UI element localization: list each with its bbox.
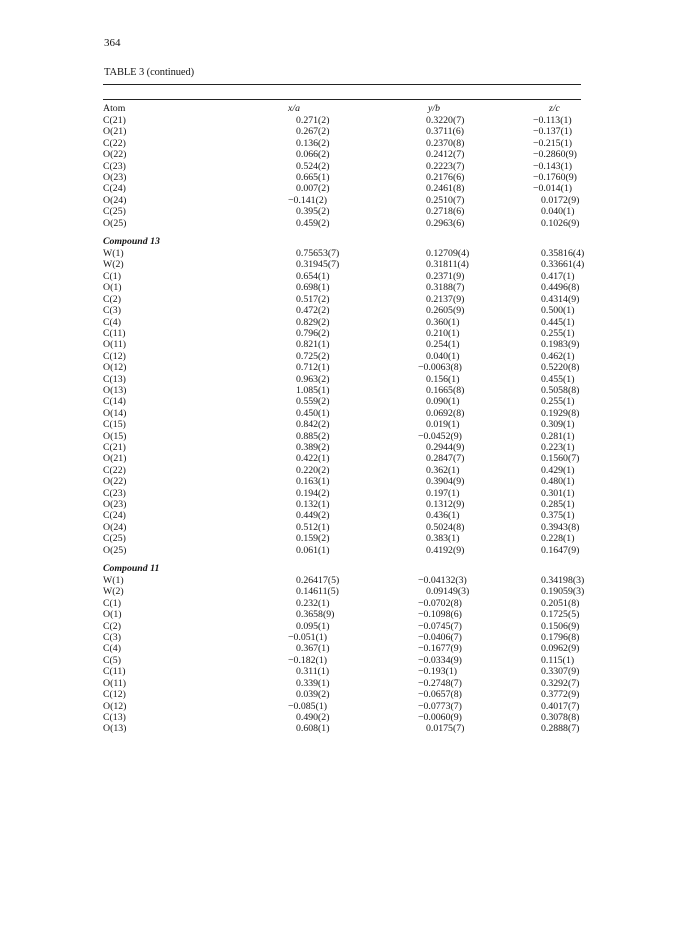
x-cell: 0.194(2) [296,487,330,499]
atom-cell: W(1) [103,248,124,260]
x-cell: 0.039(2) [296,689,330,701]
table-row [103,442,581,453]
y-cell: 0.1312(9) [426,499,465,510]
table-row [103,351,581,362]
x-cell: 0.829(2) [296,316,330,328]
z-cell: 0.2051(8) [541,597,580,609]
x-cell: 0.311(1) [296,666,330,678]
z-cell: 0.223(1) [541,441,575,453]
table-row [103,294,581,305]
atom-cell: C(25) [103,206,126,218]
z-cell: 0.480(1) [541,476,575,488]
y-cell: 0.2412(7) [426,149,465,161]
z-cell: 0.4496(8) [541,282,580,294]
y-cell: 0.3188(7) [426,282,465,294]
z-cell: 0.35816(4) [541,248,585,260]
table-body [103,115,585,735]
table-row [103,271,581,282]
atom-cell: C(1) [103,270,121,282]
z-cell: 0.255(1) [541,396,575,408]
y-cell: 0.09149(3) [426,586,470,598]
atom-cell: C(2) [103,620,121,632]
atom-cell: C(24) [103,183,126,195]
table-row [103,465,581,476]
y-cell: 0.5024(8) [426,521,465,533]
z-cell: 0.375(1) [541,510,575,522]
x-cell: 0.885(2) [296,430,330,442]
z-cell: 0.0172(9) [541,194,580,206]
atom-cell: O(24) [103,194,127,206]
y-cell: 0.3220(7) [426,115,465,126]
atom-cell: W(2) [103,586,124,598]
y-cell: 0.2944(9) [426,441,465,453]
table-row [103,419,581,430]
y-cell: 0.2137(9) [426,293,465,305]
z-cell: 0.3943(8) [541,521,580,533]
z-cell: 0.455(1) [541,373,575,385]
section-heading-row [103,560,581,575]
x-cell: 0.066(2) [296,149,330,161]
y-cell: −0.0452(9) [418,430,462,442]
table-row [103,545,581,556]
atom-cell: O(11) [103,677,127,689]
atom-cell: O(11) [103,339,127,351]
atom-cell: W(1) [103,575,124,587]
atom-cell: C(13) [103,711,126,723]
atom-cell: O(24) [103,521,127,533]
y-cell: 0.254(1) [426,339,460,351]
z-cell: −0.113(1) [533,115,572,126]
y-cell: −0.04132(3) [418,575,467,587]
x-cell: 0.524(2) [296,160,330,172]
y-cell: 0.12709(4) [426,248,470,260]
atom-cell: O(21) [103,126,127,138]
z-cell: 0.417(1) [541,270,575,282]
z-cell: 0.2888(7) [541,723,580,735]
y-cell: 0.2847(7) [426,453,465,465]
z-cell: 0.040(1) [541,206,575,218]
table-row [103,374,581,385]
table-row [103,723,581,734]
x-cell: 0.061(1) [296,544,330,556]
y-cell: 0.360(1) [426,316,460,328]
atom-cell: O(12) [103,362,127,374]
x-cell: 0.395(2) [296,206,330,218]
atom-cell: C(21) [103,115,126,126]
y-cell: −0.1677(9) [418,643,462,655]
y-cell: 0.019(1) [426,419,460,431]
x-cell: −0.141(2) [288,194,327,206]
table-header-rule [103,99,581,100]
y-cell: 0.1665(8) [426,384,465,396]
x-cell: −0.051(1) [288,632,327,644]
atom-cell: C(13) [103,373,126,385]
z-cell: −0.1760(9) [533,172,577,184]
x-cell: 0.26417(5) [296,575,340,587]
z-cell: 0.445(1) [541,316,575,328]
y-cell: 0.4192(9) [426,544,465,556]
z-cell: 0.301(1) [541,487,575,499]
x-cell: 0.271(2) [296,115,330,126]
table-top-rule [103,84,581,85]
table-row [103,248,581,259]
atom-cell: C(3) [103,632,121,644]
table-row [103,533,581,544]
atom-cell: C(22) [103,464,126,476]
x-cell: 0.459(2) [296,217,330,229]
table-row [103,655,581,666]
z-cell: 0.5058(8) [541,384,580,396]
table-row [103,609,581,620]
z-cell: 0.429(1) [541,464,575,476]
atom-cell: C(12) [103,350,126,362]
y-cell: 0.31811(4) [426,259,469,271]
table-row [103,218,581,229]
table-row [103,598,581,609]
atom-cell: O(1) [103,609,122,621]
x-cell: 0.75653(7) [296,248,340,260]
y-cell: 0.362(1) [426,464,460,476]
y-cell: 0.2223(7) [426,160,465,172]
y-cell: −0.0702(8) [418,597,462,609]
y-cell: −0.193(1) [418,666,457,678]
page-number: 364 [104,37,121,49]
column-header: Atom [103,102,126,114]
x-cell: 1.085(1) [296,384,330,396]
atom-cell: O(12) [103,700,127,712]
table-row [103,126,581,137]
table-row [103,259,581,270]
y-cell: 0.2371(9) [426,270,465,282]
atom-cell: O(14) [103,407,127,419]
x-cell: −0.085(1) [288,700,327,712]
z-cell: 0.228(1) [541,533,575,545]
atom-cell: C(5) [103,654,121,666]
table-row [103,453,581,464]
z-cell: 0.1983(9) [541,339,580,351]
atom-cell: O(15) [103,430,127,442]
y-cell: 0.2510(7) [426,194,465,206]
z-cell: 0.3772(9) [541,689,580,701]
atom-cell: O(25) [103,544,127,556]
table-row [103,305,581,316]
z-cell: 0.3078(8) [541,711,580,723]
y-cell: 0.2461(8) [426,183,465,195]
z-cell: −0.2860(9) [533,149,577,161]
x-cell: 0.698(1) [296,282,330,294]
atom-cell: C(24) [103,510,126,522]
atom-cell: C(21) [103,441,126,453]
atom-cell: O(25) [103,217,127,229]
y-cell: −0.0657(8) [418,689,462,701]
y-cell: −0.0773(7) [418,700,462,712]
table-title: TABLE 3 (continued) [104,67,194,78]
y-cell: 0.210(1) [426,327,460,339]
x-cell: 0.842(2) [296,419,330,431]
y-cell: 0.2176(6) [426,172,465,184]
z-cell: 0.285(1) [541,499,575,510]
atom-cell: C(25) [103,533,126,545]
atom-cell: C(4) [103,316,121,328]
x-cell: 0.14611(5) [296,586,339,598]
table-row [103,632,581,643]
table-row [103,431,581,442]
z-cell: 0.1796(8) [541,632,580,644]
atom-cell: C(2) [103,293,121,305]
atom-cell: C(15) [103,419,126,431]
x-cell: 0.339(1) [296,677,330,689]
y-cell: 0.2963(6) [426,217,465,229]
y-cell: −0.0063(8) [418,362,462,374]
table-row [103,499,581,510]
table-row [103,328,581,339]
z-cell: 0.3292(7) [541,677,580,689]
atom-cell: W(2) [103,259,124,271]
atom-cell: O(22) [103,149,127,161]
atom-cell: O(13) [103,723,127,735]
y-cell: 0.090(1) [426,396,460,408]
coordinates-table [103,101,585,735]
x-cell: 0.163(1) [296,476,330,488]
table-row [103,138,581,149]
atom-cell: O(23) [103,499,127,510]
section-heading-row [103,233,581,248]
table-row [103,408,581,419]
z-cell: 0.19059(3) [541,586,585,598]
table-row [103,206,581,217]
table-row [103,621,581,632]
table-row [103,115,581,126]
table-row [103,476,581,487]
y-cell: −0.1098(6) [418,609,462,621]
x-cell: 0.132(1) [296,499,330,510]
y-cell: −0.0334(9) [418,654,462,666]
y-cell: 0.3904(9) [426,476,465,488]
atom-cell: C(4) [103,643,121,655]
section-heading: Compound 11 [103,563,160,575]
x-cell: 0.490(2) [296,711,330,723]
table-row [103,678,581,689]
y-cell: −0.0745(7) [418,620,462,632]
table-row [103,183,581,194]
z-cell: 0.1506(9) [541,620,580,632]
atom-cell: C(11) [103,666,126,678]
z-cell: 0.1929(8) [541,407,580,419]
table-row [103,510,581,521]
atom-cell: C(12) [103,689,126,701]
y-cell: −0.2748(7) [418,677,462,689]
x-cell: 0.367(1) [296,643,330,655]
z-cell: 0.255(1) [541,327,575,339]
y-cell: 0.0175(7) [426,723,465,735]
x-cell: 0.267(2) [296,126,330,138]
x-cell: 0.449(2) [296,510,330,522]
table-row [103,488,581,499]
y-cell: 0.040(1) [426,350,460,362]
x-cell: 0.963(2) [296,373,330,385]
x-cell: 0.31945(7) [296,259,340,271]
atom-cell: C(11) [103,327,126,339]
table-row [103,282,581,293]
y-cell: 0.2718(6) [426,206,465,218]
table-row [103,172,581,183]
y-cell: 0.436(1) [426,510,460,522]
z-cell: 0.309(1) [541,419,575,431]
table-row [103,149,581,160]
z-cell: 0.33661(4) [541,259,585,271]
y-cell: 0.2605(9) [426,305,465,317]
header-row [103,101,581,115]
atom-cell: C(23) [103,160,126,172]
z-cell: −0.143(1) [533,160,572,172]
x-cell: 0.220(2) [296,464,330,476]
column-header: z/c [549,102,560,114]
table-row [103,396,581,407]
x-cell: 0.608(1) [296,723,330,735]
y-cell: 0.197(1) [426,487,460,499]
x-cell: 0.512(1) [296,521,330,533]
z-cell: −0.137(1) [533,126,572,138]
table-row [103,666,581,677]
x-cell: 0.665(1) [296,172,330,184]
x-cell: 0.654(1) [296,270,330,282]
atom-cell: O(21) [103,453,127,465]
column-header: x/a [288,102,300,114]
x-cell: 0.232(1) [296,597,330,609]
x-cell: 0.422(1) [296,453,330,465]
atom-cell: C(22) [103,137,126,149]
z-cell: 0.1026(9) [541,217,580,229]
atom-cell: C(1) [103,597,121,609]
table-row [103,195,581,206]
y-cell: −0.0060(9) [418,711,462,723]
y-cell: 0.3711(6) [426,126,465,138]
z-cell: 0.5220(8) [541,362,580,374]
z-cell: 0.1647(9) [541,544,580,556]
z-cell: 0.500(1) [541,305,575,317]
z-cell: 0.462(1) [541,350,575,362]
atom-cell: C(14) [103,396,126,408]
atom-cell: C(23) [103,487,126,499]
z-cell: 0.4017(7) [541,700,580,712]
x-cell: 0.472(2) [296,305,330,317]
x-cell: 0.095(1) [296,620,330,632]
y-cell: −0.0406(7) [418,632,462,644]
table-row [103,701,581,712]
table-row [103,522,581,533]
z-cell: 0.1560(7) [541,453,580,465]
z-cell: 0.3307(9) [541,666,580,678]
z-cell: 0.1725(5) [541,609,580,621]
y-cell: 0.156(1) [426,373,460,385]
x-cell: 0.559(2) [296,396,330,408]
table-row [103,586,581,597]
x-cell: 0.3658(9) [296,609,335,621]
x-cell: 0.389(2) [296,441,330,453]
atom-cell: O(23) [103,172,127,184]
x-cell: 0.159(2) [296,533,330,545]
atom-cell: O(1) [103,282,122,294]
section-heading: Compound 13 [103,236,160,248]
atom-cell: O(13) [103,384,127,396]
table-row [103,643,581,654]
x-cell: 0.136(2) [296,137,330,149]
z-cell: 0.34198(3) [541,575,585,587]
x-cell: 0.450(1) [296,407,330,419]
table-row [103,689,581,700]
table-row [103,575,581,586]
z-cell: 0.115(1) [541,654,575,666]
z-cell: 0.4314(9) [541,293,580,305]
z-cell: −0.014(1) [533,183,572,195]
z-cell: 0.281(1) [541,430,575,442]
x-cell: 0.007(2) [296,183,330,195]
x-cell: 0.796(2) [296,327,330,339]
z-cell: −0.215(1) [533,137,572,149]
y-cell: 0.0692(8) [426,407,465,419]
table-row [103,712,581,723]
table-row [103,317,581,328]
table-row [103,161,581,172]
table-row [103,339,581,350]
z-cell: 0.0962(9) [541,643,580,655]
x-cell: 0.821(1) [296,339,330,351]
x-cell: 0.517(2) [296,293,330,305]
atom-cell: O(22) [103,476,127,488]
table-row [103,362,581,373]
atom-cell: C(3) [103,305,121,317]
x-cell: −0.182(1) [288,654,327,666]
y-cell: 0.2370(8) [426,137,465,149]
table-row [103,385,581,396]
x-cell: 0.725(2) [296,350,330,362]
y-cell: 0.383(1) [426,533,460,545]
x-cell: 0.712(1) [296,362,330,374]
column-header: y/b [428,102,440,114]
